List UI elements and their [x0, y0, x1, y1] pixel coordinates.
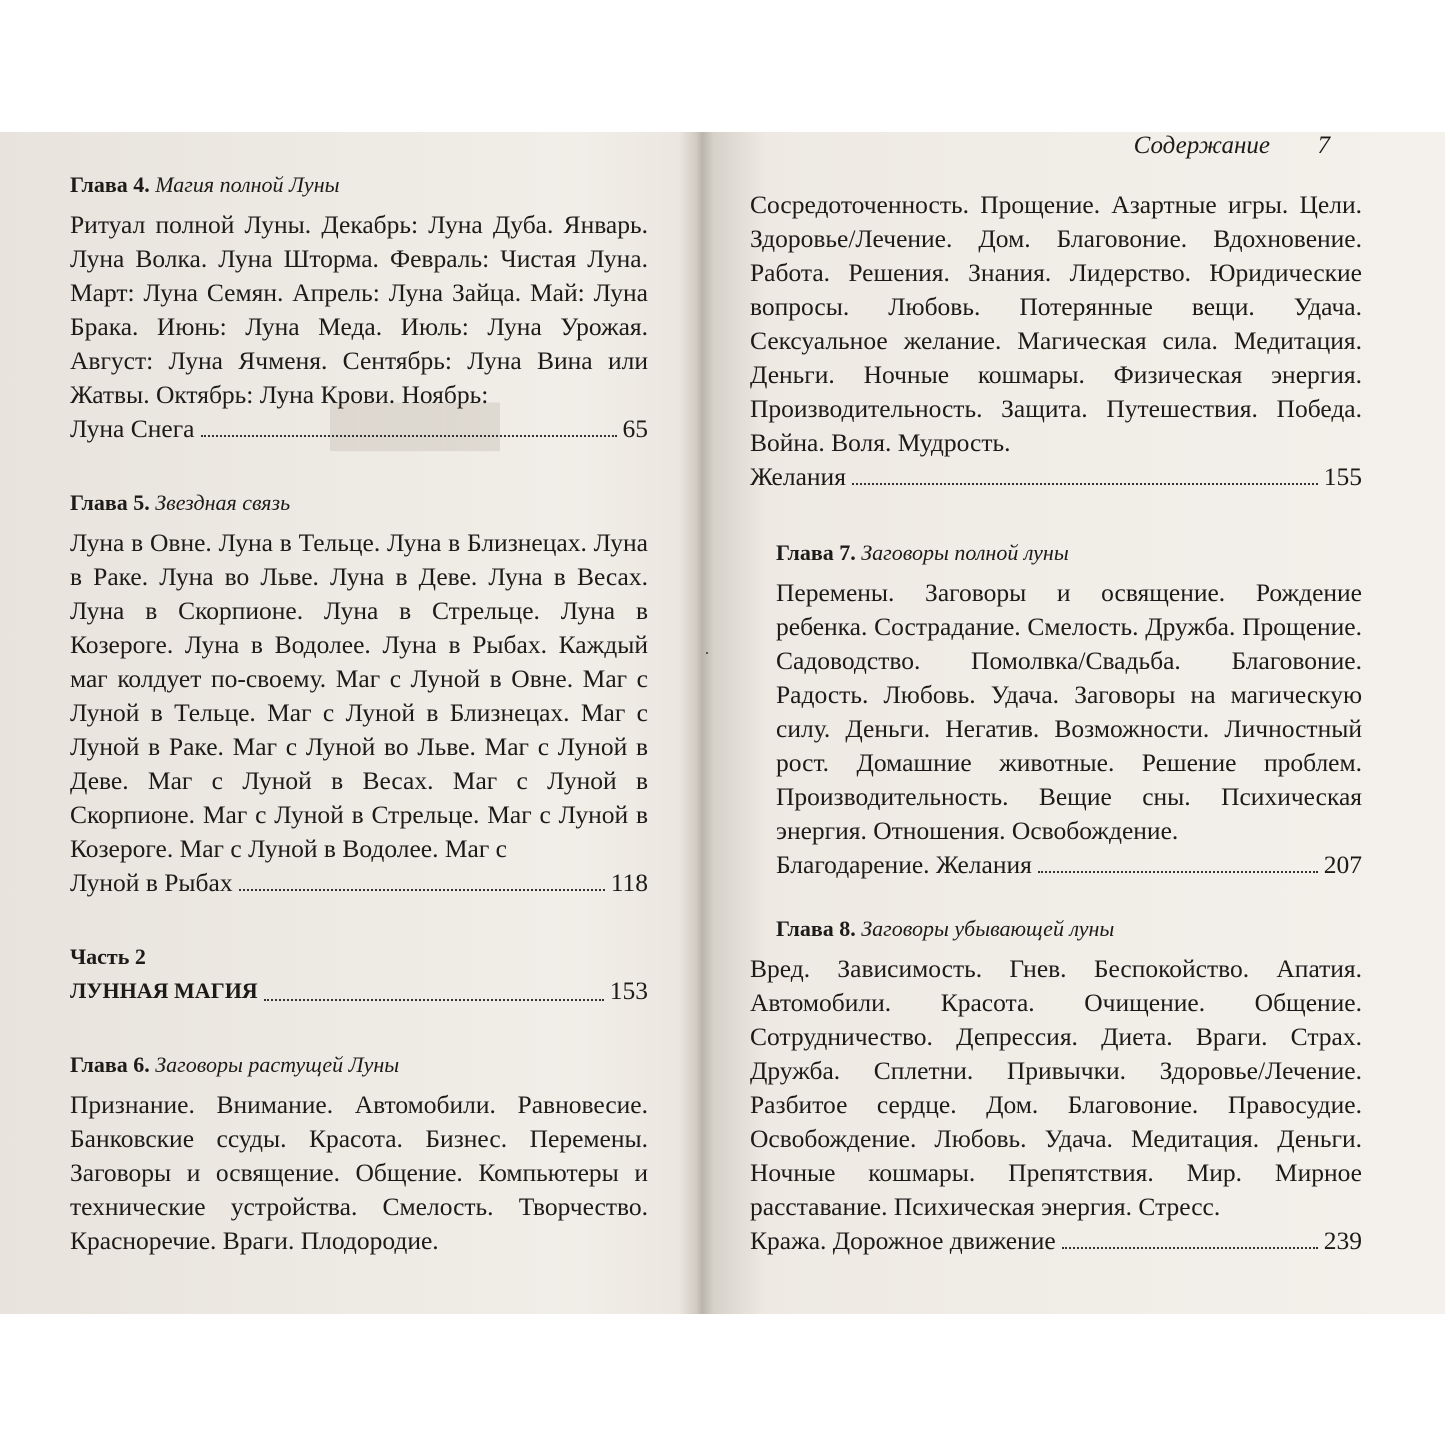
chapter-heading [750, 916, 1362, 942]
toc-last-line [70, 866, 648, 900]
toc-entry-chapter-8 [750, 916, 1362, 1258]
page-number: 65 [622, 414, 648, 443]
show-through-ghost: ██████ [330, 403, 501, 448]
part-title-line [70, 974, 648, 1008]
running-head [690, 132, 1360, 159]
dot-leader [264, 974, 604, 1001]
page-number: 153 [609, 976, 648, 1005]
page-number: 239 [1323, 1226, 1362, 1255]
chapter-topics: Луна в Овне. Луна в Тельце. Луна в Близнецах. Луна в Раке. Луна во Льве. Луна в Деве. Луна в Весах. Луна в Скорпионе. Луна в Стрельце. Луна в Козероге. Луна в Водолее. Луна в Рыбах. Каждый маг колдует по-своему. Маг с Луной в Овне. Маг с Луной в Тельце. Маг с Луной в Близнецах. Маг с Луной в Раке. Маг с Луной во Льве. Маг с Луной в Деве. Маг с Луной в Весах. Маг с Луной в Скорпионе. Маг с Луной в Стрельце. Маг с Луной в Козероге. Маг с Луной в Водолее. Маг с [70, 528, 648, 863]
chapter-contents [70, 1088, 648, 1258]
toc-entry-chapter-4 [70, 172, 648, 446]
chapter-title: Заговоры убывающей луны [861, 916, 1115, 941]
toc-entry-chapter-6 [70, 1052, 648, 1258]
chapter-title: Заговоры растущей Луны [155, 1052, 400, 1077]
part-title: ЛУННАЯ МАГИЯ [70, 978, 258, 1003]
print-speck [706, 652, 708, 654]
toc-last-line [776, 848, 1362, 882]
page-number: 118 [610, 868, 648, 897]
chapter-topics: Признание. Внимание. Автомобили. Равновесие. Банковские ссуды. Красота. Бизнес. Перемены. Заговоры и освящение. Общение. Компьютеры и технические устройства. Смелость. Творчество. Красноречие. Враги. Плодородие. [70, 1090, 648, 1255]
chapter-title: Заговоры полной луны [861, 540, 1069, 565]
dot-leader [852, 483, 1318, 485]
chapter-topics: Сосредоточенность. Прощение. Азартные игры. Цели. Здоровье/Лечение. Дом. Благовоние. Вдохновение. Работа. Решения. Знания. Лидерство. Юридические вопросы. Любовь. Потерянные вещи. Удача. Сексуальное желание. Магическая сила. Медитация. Деньги. Ночные кошмары. Физическая энергия. Производительность. Защита. Путешествия. Победа. Война. Воля. Мудрость. [750, 190, 1362, 457]
dot-leader [1038, 871, 1318, 873]
chapter-contents [750, 952, 1362, 1258]
topics-last-line: Желания [750, 462, 846, 491]
page-number: 207 [1323, 850, 1362, 879]
toc-entry-part-2 [70, 944, 648, 1008]
chapter-label: Глава 8. [776, 916, 856, 941]
topics-last-line: Кража. Дорожное движение [750, 1226, 1056, 1255]
right-page [690, 132, 1390, 1314]
chapter-title: Звездная связь [155, 490, 291, 515]
topics-last-line: Луна Снега [70, 414, 195, 443]
part-label: Часть 2 [70, 944, 146, 969]
chapter-label: Глава 7. [776, 540, 856, 565]
dot-leader [201, 435, 617, 437]
chapter-heading [776, 540, 1362, 566]
dot-leader [239, 889, 605, 891]
chapter-contents [70, 526, 648, 900]
topics-last-line: Благодарение. Желания [776, 850, 1032, 879]
chapter-topics: Ритуал полной Луны. Декабрь: Луна Дуба. Январь. Луна Волка. Луна Шторма. Февраль: Чистая Луна. Март: Луна Семян. Апрель: Луна Зайца. Май: Луна Брака. Июнь: Луна Меда. Июль: Луна Урожая. Август: Луна Ячменя. Сентябрь: Луна Вина или Жатвы. Октябрь: Луна Крови. Ноябрь: [70, 210, 648, 409]
toc-entry-chapter-7 [776, 540, 1362, 882]
chapter-label: Глава 4. [70, 172, 150, 197]
toc-entry-chapter-6-continued [750, 188, 1362, 494]
dot-leader [1062, 1247, 1318, 1249]
book-spread [0, 132, 1445, 1314]
toc-last-line [750, 1224, 1362, 1258]
chapter-label: Глава 6. [70, 1052, 150, 1077]
topics-last-line: Луной в Рыбах [70, 868, 233, 897]
running-head-title: Содержание [1133, 132, 1270, 159]
page-number: 155 [1323, 462, 1362, 491]
chapter-topics: Перемены. Заговоры и освящение. Рождение ребенка. Сострадание. Смелость. Дружба. Прощение. Садоводство. Помолвка/Свадьба. Благовоние. Радость. Любовь. Удача. Заговоры на магическую силу. Деньги. Негатив. Возможности. Личностный рост. Домашние животные. Решение проблем. Производительность. Вещие сны. Психическая энергия. Отношения. Освобождение. [776, 578, 1362, 845]
chapter-label: Глава 5. [70, 490, 150, 515]
chapter-title: Магия полной Луны [155, 172, 340, 197]
left-page [30, 132, 670, 1314]
chapter-heading [70, 172, 648, 198]
chapter-heading [70, 1052, 648, 1078]
chapter-topics: Вред. Зависимость. Гнев. Беспокойство. Апатия. Автомобили. Красота. Очищение. Общение. Сотрудничество. Депрессия. Диета. Враги. Страх. Дружба. Сплетни. Привычки. Здоровье/Лечение. Разбитое сердце. Дом. Благовоние. Правосудие. Освобождение. Любовь. Удача. Медитация. Деньги. Ночные кошмары. Препятствия. Мир. Мирное расставание. Психическая энергия. Стресс. [750, 954, 1362, 1221]
chapter-contents [750, 188, 1362, 494]
toc-last-line [750, 460, 1362, 494]
chapter-contents [776, 576, 1362, 882]
toc-last-line [70, 412, 648, 446]
chapter-contents [70, 208, 648, 446]
chapter-heading [70, 490, 648, 516]
toc-entry-chapter-5 [70, 490, 648, 900]
page-folio: 7 [1317, 132, 1330, 159]
